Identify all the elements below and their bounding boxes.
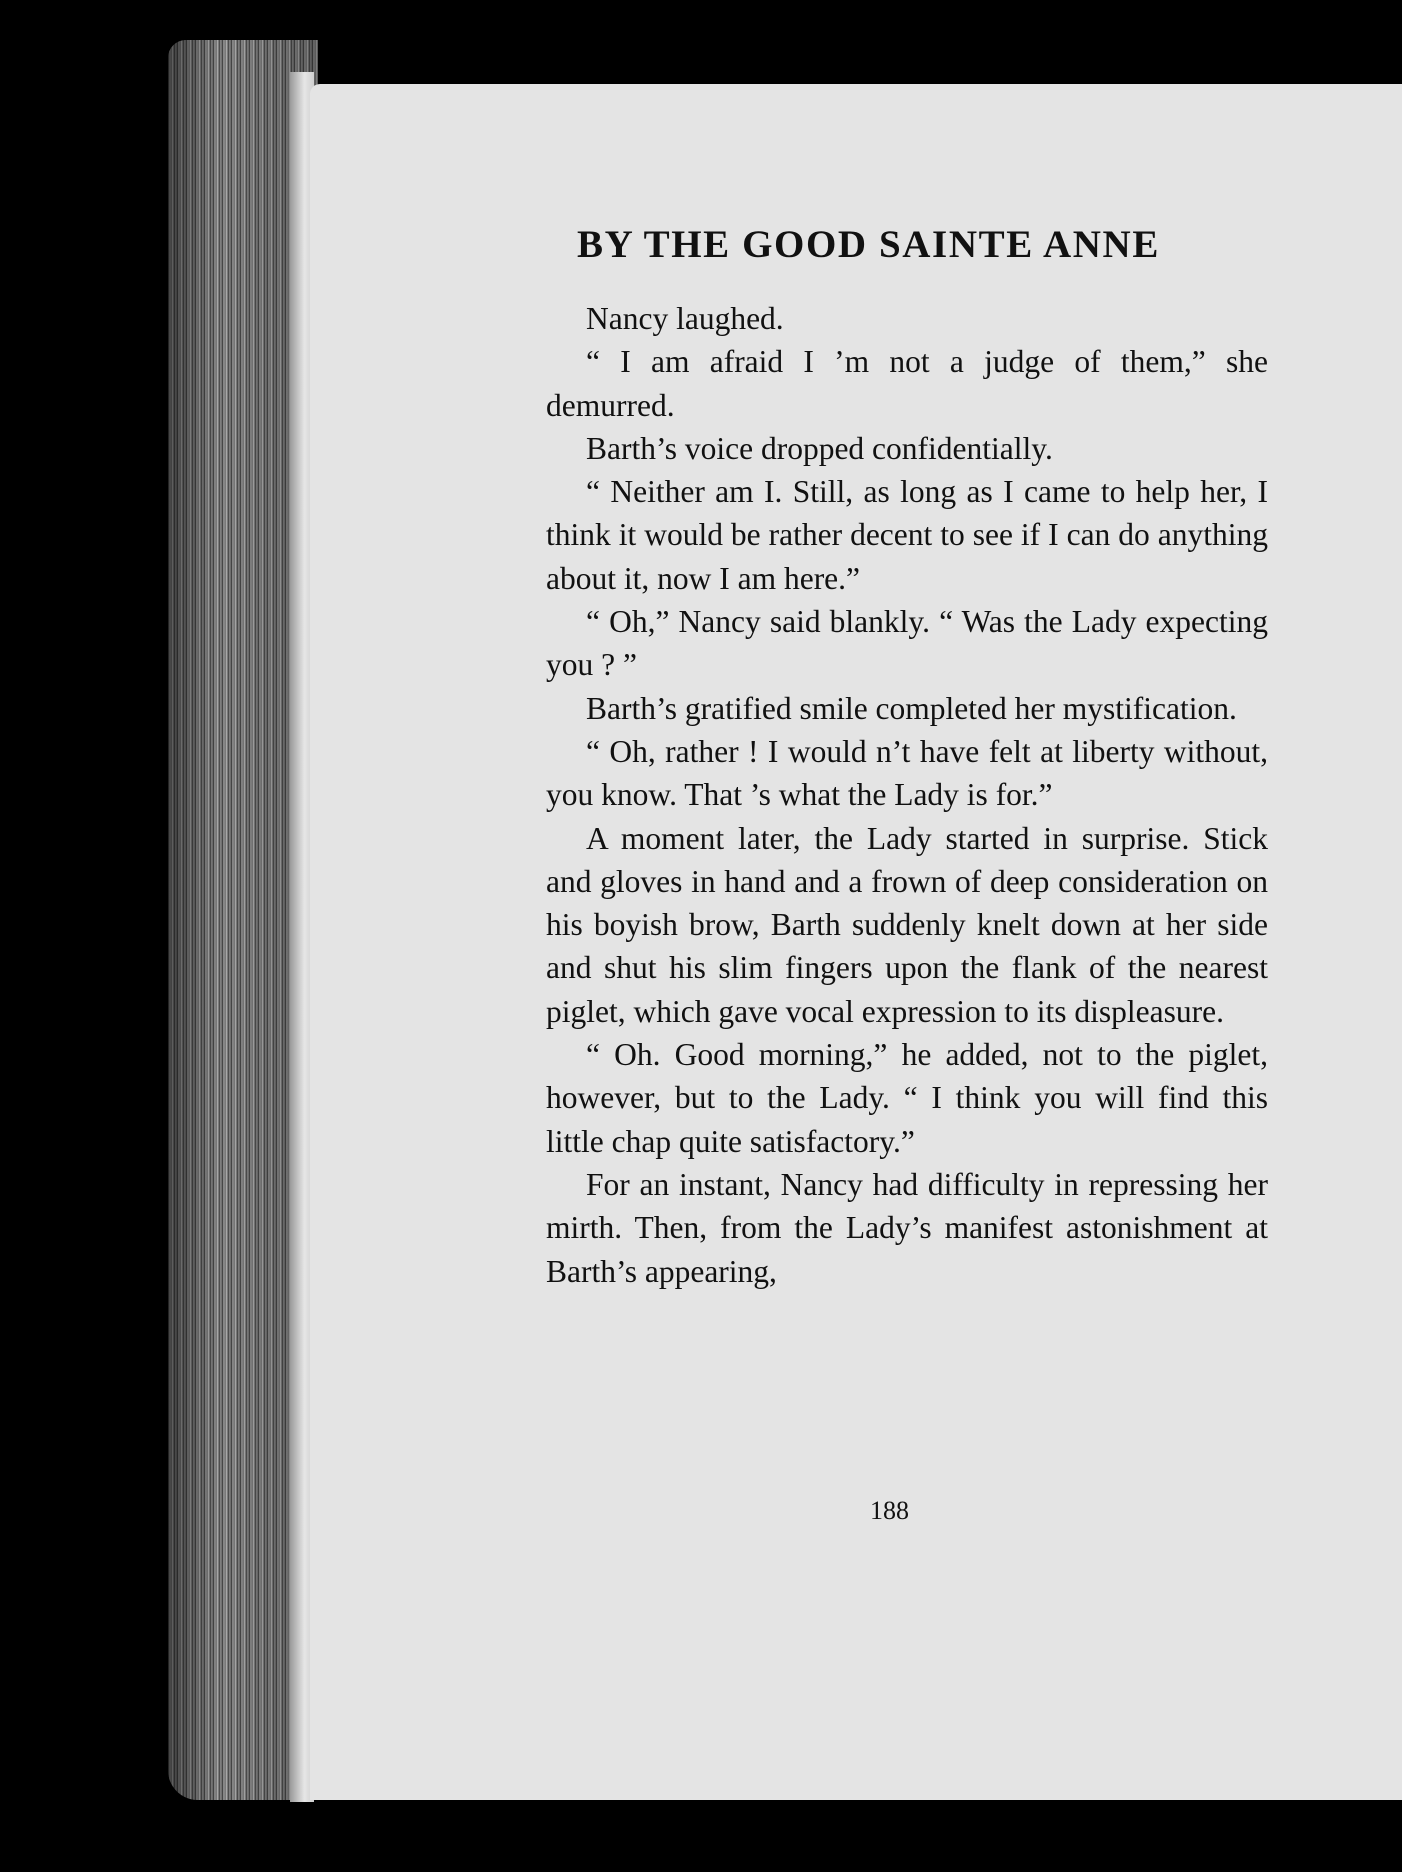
paragraph: For an instant, Nancy had difficulty in repressing her mirth. Then, from the Lady’s manifest astonishment at Barth’s appearing, <box>546 1166 1268 1289</box>
paragraph: A moment later, the Lady started in surprise. Stick and gloves in hand and a frown of deep consideration on his boyish brow, Barth suddenly knelt down at her side and shut his slim fingers upon the flank of the nearest piglet, which gave vocal expression to its displeasure. <box>546 820 1268 1029</box>
paragraph: Nancy laughed. <box>586 301 784 336</box>
running-head: BY THE GOOD SAINTE ANNE <box>577 223 1160 266</box>
paragraph: “ Oh. Good morning,” he added, not to the piglet, however, but to the Lady. “ I think you will find this little chap quite satisfactory.” <box>546 1037 1268 1159</box>
paragraph: Barth’s voice dropped confidentially. <box>586 430 1053 466</box>
paragraph: “ Neither am I. Still, as long as I came to help her, I think it would be rather decent to see if I can do anything about it, now I am here.” <box>546 474 1268 596</box>
body-text <box>546 297 1268 1293</box>
paragraph: Barth’s gratified smile completed her mystification. <box>586 690 1237 726</box>
paragraph: “ I am afraid I ’m not a judge of them,” she demurred. <box>546 344 1268 423</box>
paragraph: “ Oh, rather ! I would n’t have felt at liberty without, you know. That ’s what the Lady is for.” <box>546 733 1268 813</box>
page-number: 188 <box>870 1496 909 1525</box>
paragraph: “ Oh,” Nancy said blankly. “ Was the Lady expecting you ? ” <box>546 604 1268 683</box>
